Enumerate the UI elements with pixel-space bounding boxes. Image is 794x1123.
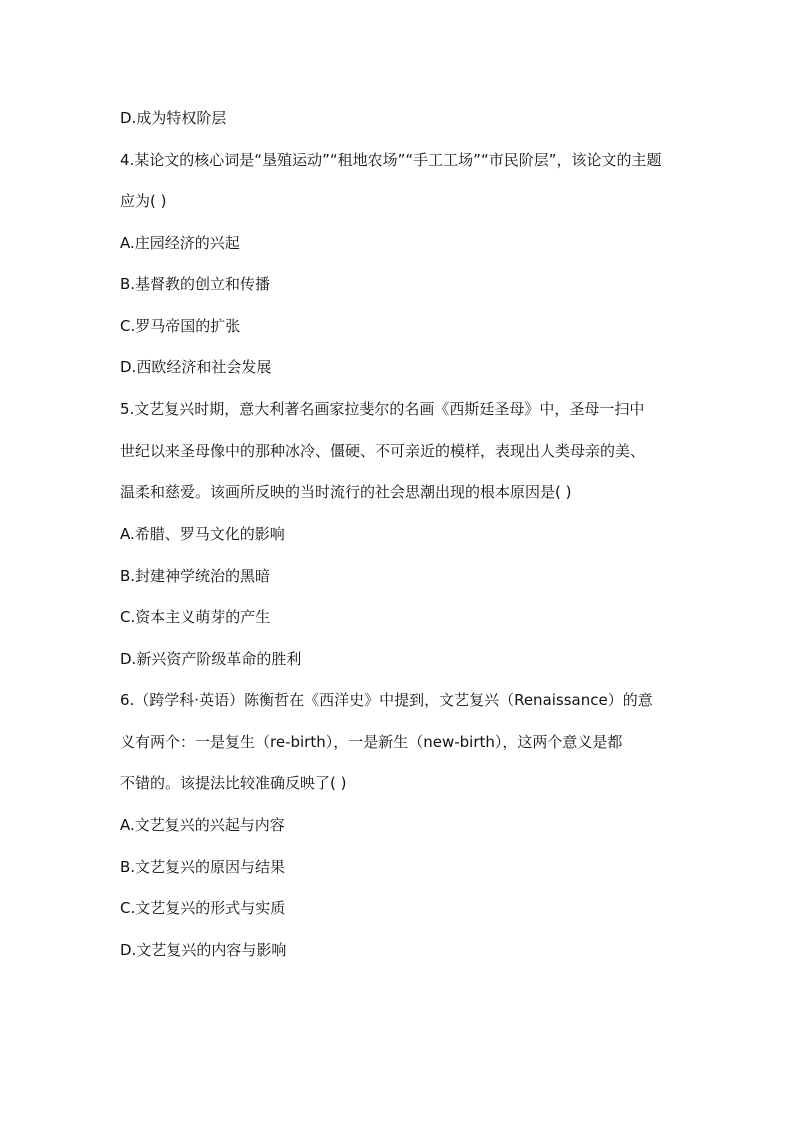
option-a-q6: A.文艺复兴的兴起与内容 [120,816,285,834]
option-a-q4: A.庄园经济的兴起 [120,234,240,252]
option-b-q6: B.文艺复兴的原因与结果 [120,858,286,876]
question-5-stem-line-1: 5.文艺复兴时期，意大利著名画家拉斐尔的名画《西斯廷圣母》中，圣母一扫中 [120,400,645,418]
question-6-stem-line-2: 义有两个：一是复生（re-birth），一是新生（new-birth），这两个意义是都 [120,733,623,751]
question-5-stem-line-2: 世纪以来圣母像中的那种冰冷、僵硬、不可亲近的模样，表现出人类母亲的美、 [120,442,646,460]
option-d-q6: D.文艺复兴的内容与影响 [120,941,287,959]
question-6-stem-line-1: 6.（跨学科·英语）陈衡哲在《西洋史》中提到，文艺复兴（Renaissance）的意 [120,691,653,709]
option-d-q5: D.新兴资产阶级革命的胜利 [120,650,302,668]
option-b-q5: B.封建神学统治的黑暗 [120,567,271,585]
question-6-stem-line-3: 不错的。该提法比较准确反映了( ) [120,774,347,792]
option-a-q5: A.希腊、罗马文化的影响 [120,525,285,543]
question-4-stem-line-2: 应为( ) [120,192,167,210]
option-c-q5: C.资本主义萌芽的产生 [120,608,271,626]
question-5-stem-line-3: 温柔和慈爱。该画所反映的当时流行的社会思潮出现的根本原因是( ) [120,483,572,501]
question-4-stem-line-1: 4.某论文的核心词是“垦殖运动”“租地农场”“手工工场”“市民阶层”，该论文的主题 [120,151,662,169]
option-c-q4: C.罗马帝国的扩张 [120,317,241,335]
option-c-q6: C.文艺复兴的形式与实质 [120,899,286,917]
option-d-q3: D.成为特权阶层 [120,109,227,127]
option-b-q4: B.基督教的创立和传播 [120,275,271,293]
option-d-q4: D.西欧经济和社会发展 [120,358,272,376]
